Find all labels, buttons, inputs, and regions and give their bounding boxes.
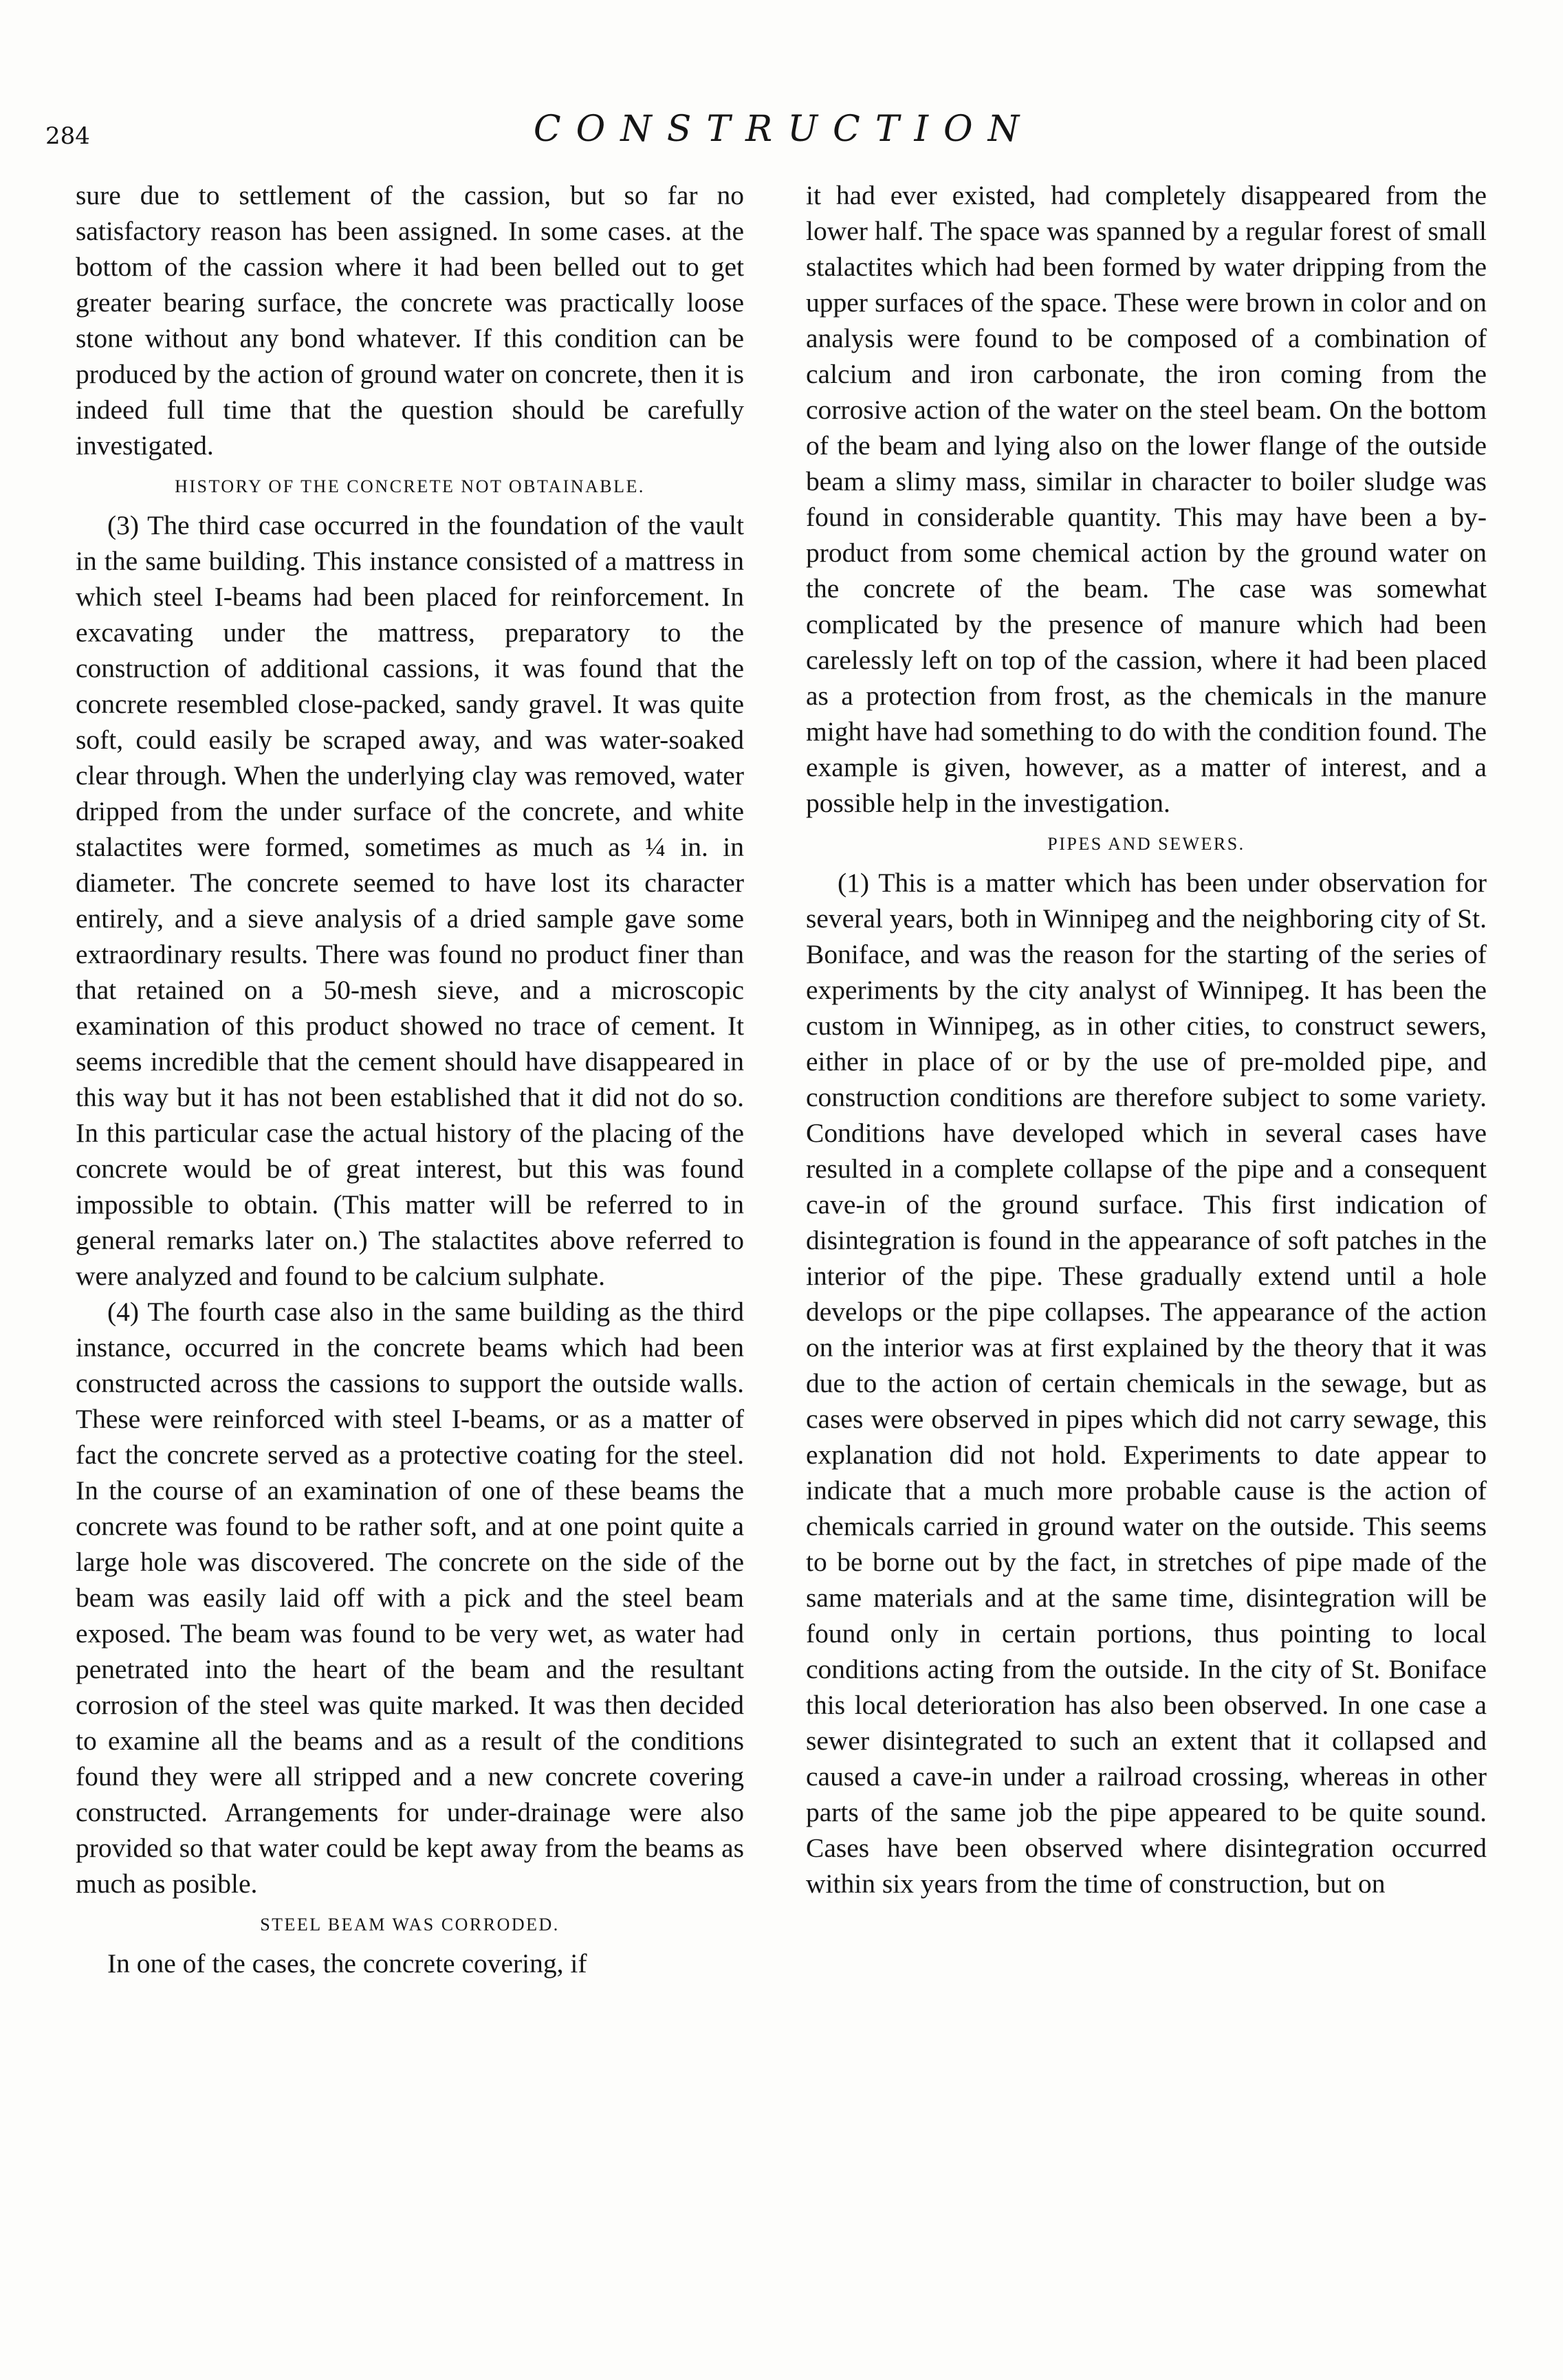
left-column xyxy=(76,177,744,1981)
section-heading: HISTORY OF THE CONCRETE NOT OBTAINABLE. xyxy=(175,476,645,496)
page-header xyxy=(0,103,1563,165)
paragraph: it had ever existed, had completely disappeared from the lower half. The space was spanned by a regular forest of small stalactites which had been formed by water dripping from the upper surfaces of the space. These were brown in color and on analysis were found to be composed of a combination of calcium and iron carbonate, the iron coming from the corrosive action of the water on the steel beam. On the bottom of the beam and lying also on the lower flange of the outside beam a slimy mass, similar in character to boiler sludge was found in considerable quantity. This may have been a by-product from some chemical action by the ground water on the concrete of the beam. The case was somewhat complicated by the presence of manure which had been carelessly left on top of the cassion, where it had been placed as a protection from frost, as the chemicals in the manure might have had something to do with the condition found. The example is given, however, as a matter of interest, and a possible help in the investigation. xyxy=(806,180,1487,818)
section-heading: STEEL BEAM WAS CORRODED. xyxy=(260,1915,560,1935)
paragraph: In one of the cases, the concrete covering, if xyxy=(107,1948,587,1979)
paragraph: (1) This is a matter which has been under observation for several years, both in Winnipeg and the neighboring city of St. Boniface, and was the reason for the starting of the series of experiments by the city analyst of Winnipeg. It has been the custom in Winnipeg, as in other cities, to construct sewers, either in place of or by the use of pre-molded pipe, and construction conditions are therefore subject to some variety. Conditions have developed which in several cases have resulted in a complete collapse of the pipe and a consequent cave-in of the ground surface. This first indication of disintegration is found in the appearance of soft patches in the interior of the pipe. These gradually extend until a hole develops or the pipe collapses. The appearance of the action on the interior was at first explained by the theory that it was due to the action of certain chemicals in the sewage, but as cases were observed in pipes which did not carry sewage, this explanation did not hold. Experiments to date appear to indicate that a much more probable cause is the action of chemicals carried in ground water on the outside. This seems to be borne out by the fact, in stretches of pipe made of the same materials and at the same time, disintegration will be found only in certain portions, thus pointing to local conditions acting from the outside. In the city of St. Boniface this local deterioration has also been observed. In one case a sewer disintegrated to such an extent that it collapsed and caused a cave-in under a railroad crossing, whereas in other parts of the same job the pipe appeared to be quite sound. Cases have been observed where disintegration occurred within six years from the time of construction, but on xyxy=(806,868,1487,1899)
section-heading: PIPES AND SEWERS. xyxy=(1047,834,1245,854)
paragraph: sure due to settlement of the cassion, but so far no satisfactory reason has been assigned. In some cases. at the bottom of the cassion where it had been belled out to get greater bearing surface, the concrete was practically loose stone without any bond whatever. If this condition can be produced by the action of ground water on concrete, then it is indeed full time that the question should be carefully investigated. xyxy=(76,180,744,461)
page-number: 284 xyxy=(45,122,90,150)
right-column xyxy=(806,177,1487,1902)
paragraph: (3) The third case occurred in the foundation of the vault in the same building. This instance consisted of a mattress in which steel I-beams had been placed for reinforcement. In excavating under the mattress, preparatory to the construction of additional cassions, it was found that the concrete resembled close-packed, sandy gravel. It was quite soft, could easily be scraped away, and was water-soaked clear through. When the underlying clay was removed, water dripped from the under surface of the concrete, and white stalactites were formed, sometimes as much as ¼ in. in diameter. The concrete seemed to have lost its character entirely, and a sieve analysis of a dried sample gave some extraordinary results. There was found no product finer than that retained on a 50-mesh sieve, and a microscopic examination of this product showed no trace of cement. It seems incredible that the cement should have disappeared in this way but it has not been established that it did not do so. In this particular case the actual history of the placing of the concrete would be of great interest, but this was found impossible to obtain. (This matter will be referred to in general remarks later on.) The stalactites above referred to were analyzed and found to be calcium sulphate. xyxy=(76,510,744,1291)
journal-title: CONSTRUCTION xyxy=(533,109,1035,150)
paragraph: (4) The fourth case also in the same building as the third instance, occurred in the concrete beams which had been constructed across the cassions to support the outside walls. These were reinforced with steel I-beams, or as a matter of fact the concrete served as a protective coating for the steel. In the course of an examination of one of these beams the concrete was found to be rather soft, and at one point quite a large hole was discovered. The concrete on the side of the beam was easily laid off with a pick and the steel beam exposed. The beam was found to be very wet, as water had penetrated into the heart of the beam and the resultant corrosion of the steel was quite marked. It was then decided to examine all the beams and as a result of the conditions found they were all stripped and a new concrete covering constructed. Arrangements for under-drainage were also provided so that water could be kept away from the beams as much as posible. xyxy=(76,1297,744,1899)
